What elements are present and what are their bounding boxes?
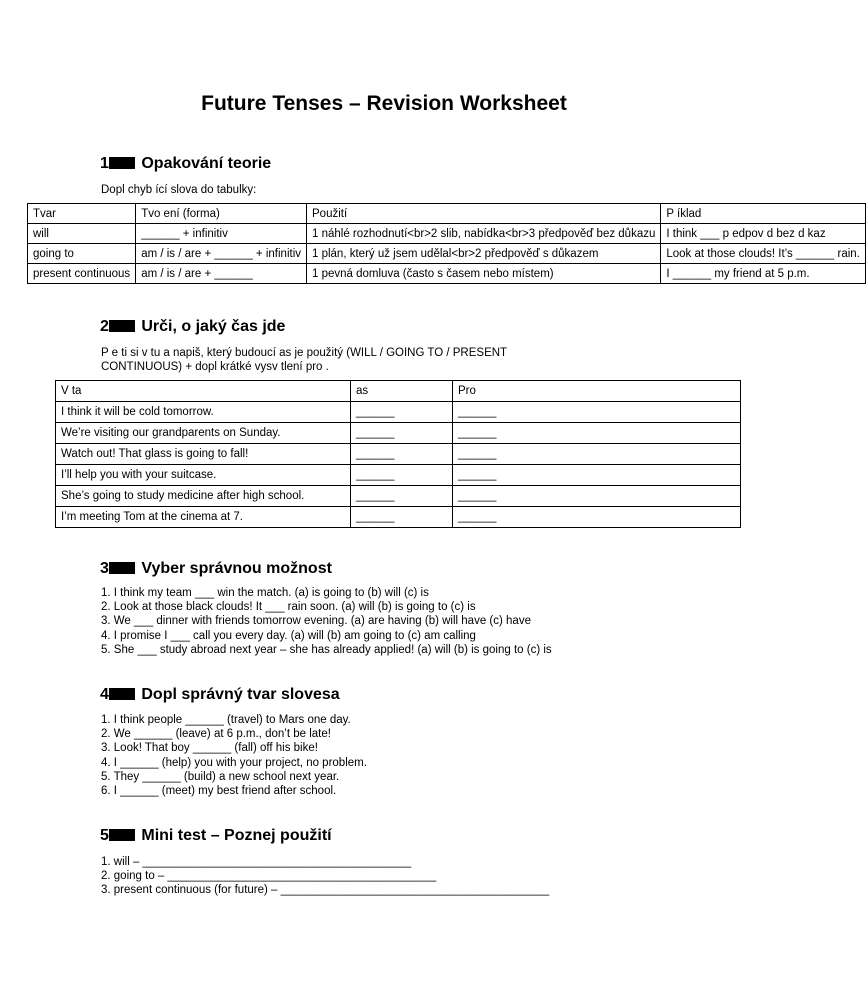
sentence-cell: Watch out! That glass is going to fall! xyxy=(56,444,351,465)
list-item: 4. I promise I ___ call you every day. (a) will (b) am going to (c) am calling xyxy=(101,629,476,642)
multiple-choice-list xyxy=(101,586,552,657)
table-header: Použití xyxy=(307,204,661,224)
reason-blank[interactable]: ______ xyxy=(453,423,741,444)
list-item: 2. going to – __________________________________________ xyxy=(101,870,437,883)
table-header: Pro xyxy=(453,381,741,402)
sentence-cell: She’s going to study medicine after high school. xyxy=(56,486,351,507)
table-header: V ta xyxy=(56,381,351,402)
redaction-mark xyxy=(109,829,135,841)
reason-blank[interactable]: ______ xyxy=(453,507,741,528)
table-row xyxy=(56,465,741,486)
table-row xyxy=(28,264,866,284)
list-item: 6. I ______ (meet) my best friend after school. xyxy=(101,785,337,798)
table-cell: 1 náhlé rozhodnutí<br>2 slib, nabídka<br>3 předpověď bez důkazu xyxy=(307,224,661,244)
table-row xyxy=(56,444,741,465)
table-cell: will xyxy=(28,224,136,244)
section3-heading: 3 Vyber správnou možnost xyxy=(100,560,332,577)
tense-blank[interactable]: ______ xyxy=(351,423,453,444)
section4-heading: 4 Dopl správný tvar slovesa xyxy=(100,686,340,703)
list-item: 5. They ______ (build) a new school next year. xyxy=(101,770,340,783)
tense-blank[interactable]: ______ xyxy=(351,507,453,528)
table-cell: am / is / are + ______ + infinitiv xyxy=(136,244,307,264)
table-row xyxy=(28,244,866,264)
reason-blank[interactable]: ______ xyxy=(453,486,741,507)
tense-blank[interactable]: ______ xyxy=(351,486,453,507)
table-cell: ______ + infinitiv xyxy=(136,224,307,244)
tense-identification-table xyxy=(55,380,741,528)
section2-instruction-line1: P e ti si v tu a napiš, který budoucí as je použitý (WILL / GOING TO / PRESENT xyxy=(101,347,508,359)
theory-table xyxy=(27,203,866,284)
list-item: 2. We ______ (leave) at 6 p.m., don’t be late! xyxy=(101,728,331,741)
table-header: as xyxy=(351,381,453,402)
tense-blank[interactable]: ______ xyxy=(351,402,453,423)
table-row xyxy=(56,486,741,507)
table-cell: I ______ my friend at 5 p.m. xyxy=(661,264,866,284)
section1-instruction: Dopl chyb ící slova do tabulky: xyxy=(101,184,257,196)
table-cell: 1 pevná domluva (často s časem nebo místem) xyxy=(307,264,661,284)
table-cell: Look at those clouds! It’s ______ rain. xyxy=(661,244,866,264)
tense-blank[interactable]: ______ xyxy=(351,444,453,465)
table-cell: present continuous xyxy=(28,264,136,284)
table-header: Tvo ení (forma) xyxy=(136,204,307,224)
table-cell: going to xyxy=(28,244,136,264)
sentence-cell: I’ll help you with your suitcase. xyxy=(56,465,351,486)
section2-instruction-line2: CONTINUOUS) + dopl krátké vysv tlení pro . xyxy=(101,361,329,373)
sentence-cell: I think it will be cold tomorrow. xyxy=(56,402,351,423)
table-header-row xyxy=(56,381,741,402)
verb-form-list xyxy=(101,713,367,798)
list-item: 4. I ______ (help) you with your project, no problem. xyxy=(101,756,367,769)
section5-heading: 5 Mini test – Poznej použití xyxy=(100,827,332,844)
table-row xyxy=(56,402,741,423)
list-item: 3. We ___ dinner with friends tomorrow evening. (a) are having (b) will have (c) have xyxy=(101,615,531,628)
sentence-cell: We’re visiting our grandparents on Sunday. xyxy=(56,423,351,444)
table-cell: 1 plán, který už jsem udělal<br>2 předpověď s důkazem xyxy=(307,244,661,264)
table-header: Tvar xyxy=(28,204,136,224)
list-item: 3. present continuous (for future) – __________________________________________ xyxy=(101,884,550,897)
sentence-cell: I’m meeting Tom at the cinema at 7. xyxy=(56,507,351,528)
page-title: Future Tenses – Revision Worksheet xyxy=(201,92,567,115)
table-header-row xyxy=(28,204,866,224)
table-cell: am / is / are + ______ xyxy=(136,264,307,284)
table-header: P íklad xyxy=(661,204,866,224)
reason-blank[interactable]: ______ xyxy=(453,402,741,423)
redaction-mark xyxy=(109,157,135,169)
tense-blank[interactable]: ______ xyxy=(351,465,453,486)
reason-blank[interactable]: ______ xyxy=(453,465,741,486)
section2-heading: 2 Urči, o jaký čas jde xyxy=(100,318,286,335)
reason-blank[interactable]: ______ xyxy=(453,444,741,465)
list-item: 3. Look! That boy ______ (fall) off his bike! xyxy=(101,742,318,755)
list-item: 5. She ___ study abroad next year – she has already applied! (a) will (b) is going to (c) is xyxy=(101,643,552,656)
list-item: 1. I think my team ___ win the match. (a) is going to (b) will (c) is xyxy=(101,587,429,599)
redaction-mark xyxy=(109,320,135,332)
list-item: 2. Look at those black clouds! It ___ rain soon. (a) will (b) is going to (c) is xyxy=(101,601,476,614)
table-row xyxy=(56,423,741,444)
list-item: 1. will – __________________________________________ xyxy=(101,856,412,868)
mini-test-list xyxy=(101,855,549,898)
table-row xyxy=(28,224,866,244)
section1-heading: 1 Opakování teorie xyxy=(100,155,272,172)
table-row xyxy=(56,507,741,528)
list-item: 1. I think people ______ (travel) to Mars one day. xyxy=(101,714,351,726)
redaction-mark xyxy=(109,562,135,574)
redaction-mark xyxy=(109,688,135,700)
table-cell: I think ___ p edpov d bez d kaz xyxy=(661,224,866,244)
